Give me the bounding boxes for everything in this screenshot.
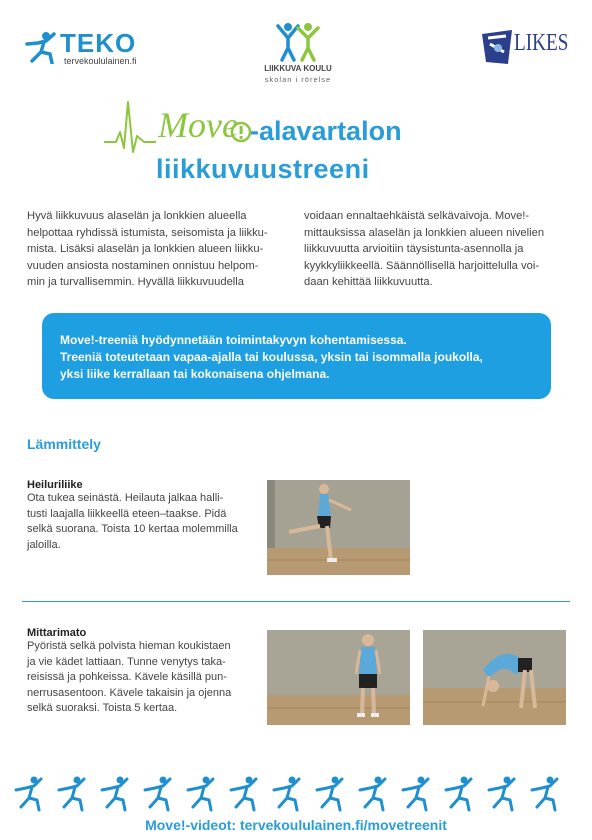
- teko-url: tervekoululainen.fi: [64, 56, 137, 66]
- title-line-2: liikkuvuustreeni: [156, 154, 370, 184]
- exercise-description: [27, 639, 252, 717]
- exercise-title: Mittarimato: [27, 627, 87, 639]
- exercise-photo-standing: [267, 630, 410, 725]
- exercise-title: Heiluriliike: [27, 479, 83, 491]
- exercise-line: Pyöristä selkä polvista hieman koukistaen: [27, 640, 231, 652]
- likes-emblem-icon: [480, 28, 514, 66]
- intro-line: helpottaa ryhdissä istumista, seisomista ja liikku-: [27, 226, 268, 239]
- likes-logo: [480, 26, 572, 66]
- liikkuva-title: LIIKKUVA KOULU: [264, 64, 332, 73]
- exercise-line: selkä suoraksi. Toista 5 kertaa.: [27, 702, 178, 714]
- footer-video-link[interactable]: Move!-videot: tervekoululainen.fi/movetreenit: [145, 817, 447, 833]
- callout-line: Move!-treeniä hyödynnetään toimintakyvyn kohentamisessa.: [60, 333, 407, 347]
- intro-line: min ja turvallisemmin. Hyvällä liikkuvuudella: [27, 276, 244, 288]
- exercise-description: [27, 491, 252, 553]
- intro-line: Hyvä liikkuvuus alaselän ja lonkkien alueella: [27, 210, 247, 222]
- exercise-heiluriliike: [27, 479, 252, 553]
- teko-wordmark: TEKO: [60, 28, 137, 58]
- intro-line: liikkuvuutta arvioitiin täysistunta-asennolla ja: [304, 243, 524, 255]
- standing-illustration: [267, 630, 410, 725]
- exercise-line: tusti laajalla liikkeellä eteen–taakse. Pidä: [27, 507, 227, 520]
- intro-line: voidaan ennaltaehkäistä selkävaivoja. Move!-: [304, 210, 530, 222]
- likes-wordmark: LIKES: [514, 30, 569, 56]
- teko-figure-icon: [24, 30, 58, 64]
- exercise-line: ja vie kädet lattiaan. Tunne venytys taka-: [27, 655, 226, 668]
- callout-line: yksi liike kerrallaan tai kokonaisena ohjelmana.: [60, 367, 330, 381]
- exercise-line: Ota tukea seinästä. Heilauta jalkaa halli-: [27, 492, 224, 504]
- intro-line: mittauksissa alaselän ja lonkkien alueen nivelien: [304, 226, 545, 239]
- callout-text: [60, 332, 540, 383]
- intro-left-column: [27, 208, 289, 291]
- title-line-1: -alavartalon: [250, 116, 402, 146]
- inchworm-illustration: [423, 630, 566, 725]
- info-callout: [42, 313, 551, 399]
- exercise-mittarimato: [27, 627, 252, 717]
- exercise-line: reisissä ja pohkeissa. Kävele käsillä pun-: [27, 671, 227, 683]
- intro-right-column: [304, 208, 568, 291]
- teko-logo: [24, 28, 154, 68]
- exercise-line: jaloilla.: [27, 538, 61, 551]
- intro-line: vuuden ansiosta nostaminen onnistuu helpom-: [27, 259, 259, 272]
- liikkuva-subtitle: skolan i rörelse: [264, 75, 332, 84]
- footer-figures-pattern: [14, 774, 580, 814]
- section-divider: [22, 601, 570, 602]
- exercise-photo-leg-swing: [267, 480, 410, 575]
- intro-line: kyykkyliikkeellä. Säännöllisellä harjoittelulla voi-: [304, 259, 540, 272]
- exercise-line: selkä suorana. Toista 10 kertaa molemmilla: [27, 523, 238, 535]
- exercise-line: nerrusasentoon. Kävele takaisin ja ojenna: [27, 686, 232, 699]
- leg-swing-illustration: [267, 480, 410, 575]
- page-title: [100, 92, 520, 192]
- intro-line: daan kehittää liikkuvuutta.: [304, 276, 433, 288]
- intro-line: mista. Lisäksi alaselän ja lonkkien alueen liikku-: [27, 243, 264, 255]
- liikkuva-figures-icon: [274, 22, 322, 62]
- section-heading-warmup: Lämmittely: [27, 436, 101, 452]
- exercise-photo-inchworm: [423, 630, 566, 725]
- callout-line: Treeniä toteutetaan vapaa-ajalla tai koulussa, yksin tai isommalla joukolla,: [60, 350, 483, 364]
- liikkuva-koulu-logo: [248, 18, 348, 88]
- move-logo-text: Move: [158, 105, 238, 145]
